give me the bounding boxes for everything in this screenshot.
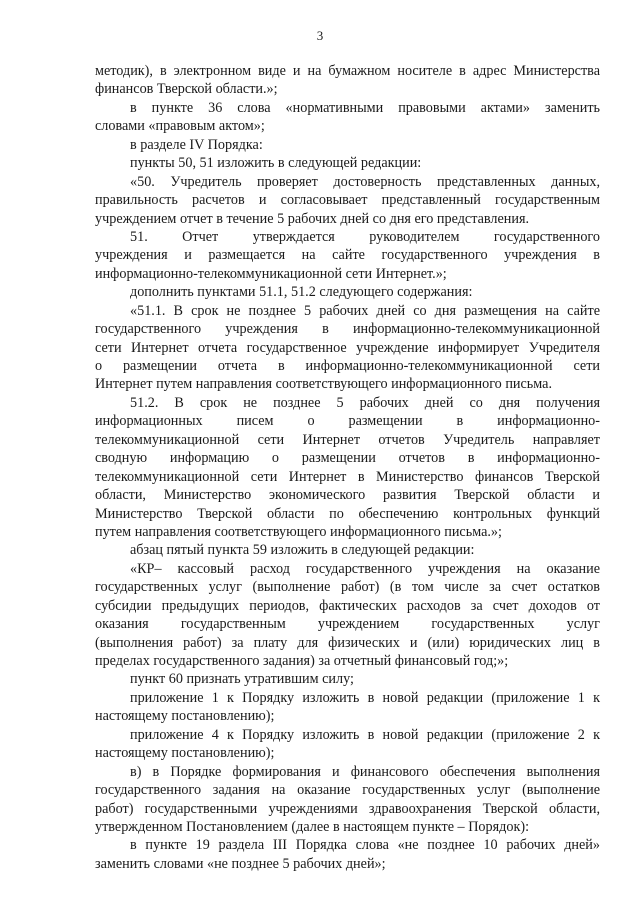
text-line: правильность расчетов и согласовывает представленный государственным <box>95 192 600 209</box>
paragraph <box>95 689 600 726</box>
text-line: сводную информацию о размещении отчетов в информационно- <box>95 450 600 467</box>
text-line: области, Министерство экономического развития Тверской области и <box>95 487 600 504</box>
text-line: о размещении отчета в информационно-телекоммуникационной сети <box>95 358 600 374</box>
paragraph <box>95 154 600 172</box>
text-line: настоящему постановлению); <box>95 708 275 725</box>
text-line: государственного задания на оказание государственных услуг (выполнение <box>95 782 600 799</box>
page-number: 3 <box>316 28 324 43</box>
text-line: «50. Учредитель проверяет достоверность представленных данных, <box>130 173 600 190</box>
paragraph <box>95 302 600 394</box>
paragraph <box>95 62 600 99</box>
paragraph <box>95 136 600 154</box>
text-line: (выполнения работ) за плату для физических и (или) юридических лиц в <box>95 634 600 651</box>
paragraph <box>95 283 600 301</box>
text-line: путем направления соответствующего информационного письма.»; <box>95 523 502 540</box>
text-line: заменить словами «не позднее 5 рабочих дней»; <box>95 855 386 872</box>
paragraph <box>95 541 600 559</box>
paragraph <box>95 836 600 873</box>
document-body <box>95 62 600 873</box>
text-line: абзац пятый пункта 59 изложить в следующей редакции: <box>130 542 475 559</box>
paragraph <box>95 228 600 283</box>
text-line: «51.1. В срок не позднее 5 рабочих дней со дня размещения на сайте <box>130 302 600 319</box>
text-line: в) в Порядке формирования и финансового обеспечения выполнения <box>130 763 600 780</box>
text-line: в пункте 19 раздела III Порядка слова «не позднее 10 рабочих дней» <box>130 837 600 854</box>
text-line: в разделе IV Порядка: <box>130 136 263 153</box>
paragraph <box>95 173 600 228</box>
text-line: пункт 60 признать утратившим силу; <box>130 671 354 688</box>
text-line: телекоммуникационной сети Интернет отчетов Учредитель направляет <box>95 431 600 448</box>
text-line: «КР– кассовый расход государственного учреждения на оказание <box>130 560 600 577</box>
text-line: информационных писем о размещении в информационно- <box>95 413 600 430</box>
text-line: учреждения и размещается на сайте государственного учреждения в <box>95 247 600 264</box>
text-line: оказания государственным учреждением государственных услуг <box>95 616 600 633</box>
text-line: в пункте 36 слова «нормативными правовыми актами» заменить <box>130 99 600 116</box>
paragraph <box>95 670 600 688</box>
text-line: настоящему постановлению); <box>95 745 275 762</box>
text-line: Министерство Тверской области по обеспечению контрольных функций <box>95 505 600 522</box>
text-line: приложение 4 к Порядку изложить в новой редакции (приложение 2 к <box>130 726 600 743</box>
text-line: методик), в электронном виде и на бумажном носителе в адрес Министерства <box>95 63 600 79</box>
text-line: Интернет путем направления соответствующего информационного письма. <box>95 376 552 393</box>
text-line: пределах государственного задания) за отчетный финансовый год;»; <box>95 653 509 669</box>
text-line: приложение 1 к Порядку изложить в новой редакции (приложение 1 к <box>130 689 600 706</box>
text-line: государственных услуг (выполнение работ) (в том числе за счет остатков <box>95 579 600 596</box>
text-line: утвержденном Постановлением (далее в настоящем пункте – Порядок): <box>95 818 530 835</box>
text-line: словами «правовым актом»; <box>95 118 265 135</box>
paragraph <box>95 763 600 837</box>
text-line: телекоммуникационной сети Интернет в Министерство финансов Тверской <box>95 468 600 485</box>
text-line: финансов Тверской области.»; <box>95 81 278 98</box>
text-line: пункты 50, 51 изложить в следующей редакции: <box>130 155 422 172</box>
paragraph <box>95 99 600 136</box>
text-line: государственного учреждения в информационно-телекоммуникационной <box>95 321 600 338</box>
text-line: дополнить пунктами 51.1, 51.2 следующего содержания: <box>130 284 473 301</box>
text-line: 51. Отчет утверждается руководителем государственного <box>130 228 600 245</box>
text-line: субсидии предыдущих периодов, фактических расходов за счет доходов от <box>95 597 600 614</box>
paragraph <box>95 560 600 671</box>
text-line: информационно-телекоммуникационной сети Интернет.»; <box>95 265 447 282</box>
text-line: учреждением отчет в течение 5 рабочих дней со дня его представления. <box>95 210 530 227</box>
text-line: работ) государственными учреждениями здравоохранения Тверской области, <box>95 800 600 817</box>
paragraph <box>95 394 600 542</box>
text-line: сети Интернет отчета государственное учреждение информирует Учредителя <box>95 339 600 356</box>
paragraph <box>95 726 600 763</box>
text-line: 51.2. В срок не позднее 5 рабочих дней со дня получения <box>130 394 600 411</box>
